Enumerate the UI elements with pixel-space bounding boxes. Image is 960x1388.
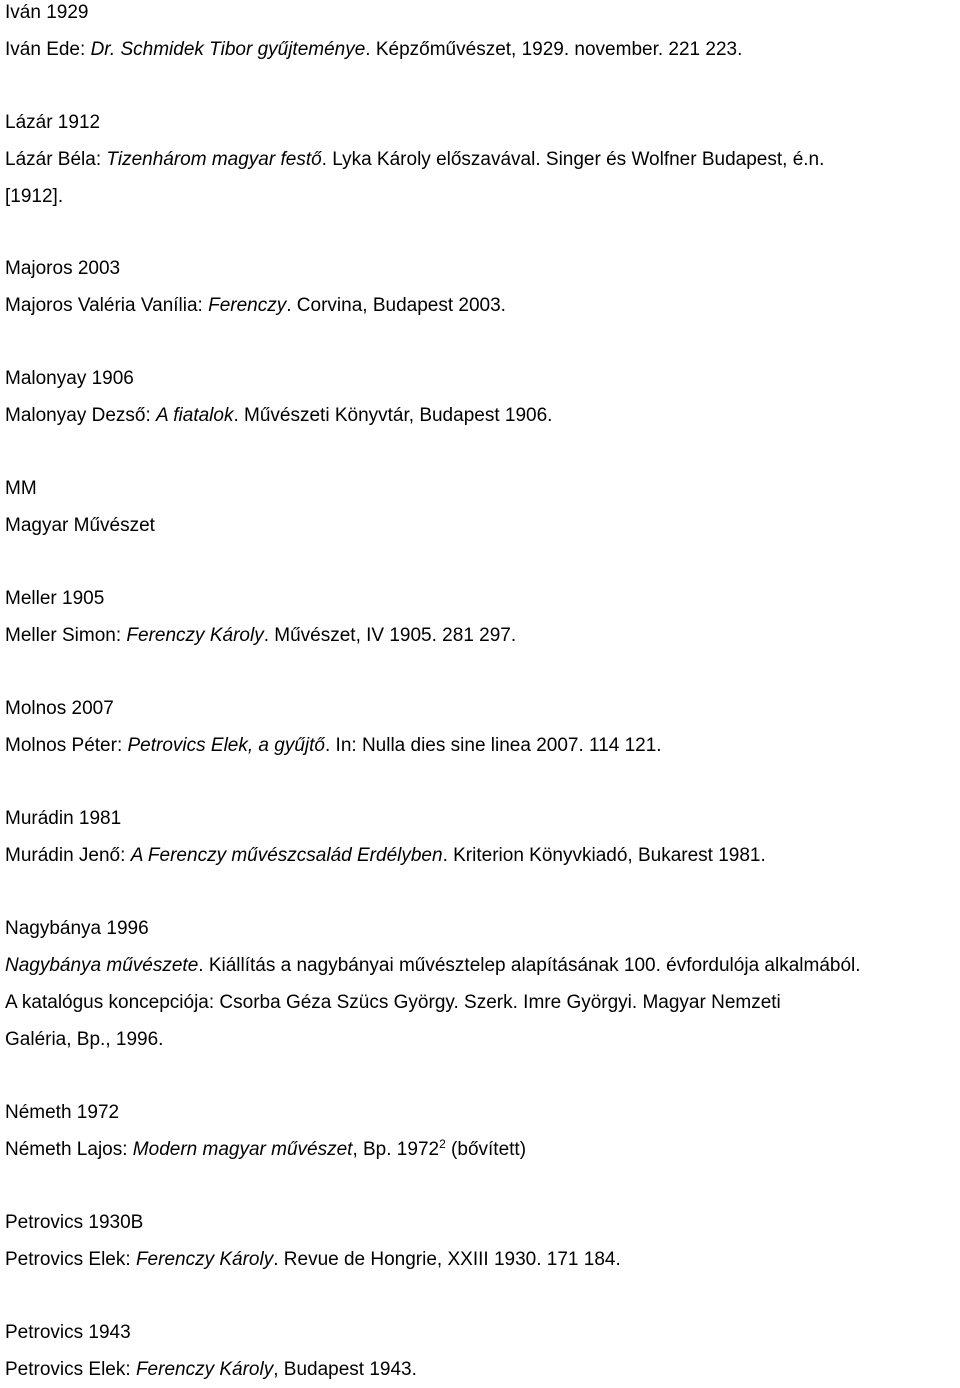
entry-reference: Malonyay Dezső: A fiatalok. Művészeti Könyvtár, Budapest 1906. [5,405,553,426]
entry-reference: Nagybánya művészete. Kiállítás a nagybányai művésztelep alapításának 100. évfordulója alkalmából. [5,955,861,976]
bibliography-entry [5,1204,621,1278]
entry-key: Malonyay 1906 [5,368,134,389]
entry-key: Molnos 2007 [5,698,114,719]
entry-title: A Ferenczy művészcsalád Erdélyben [130,845,443,866]
entry-key: Lázár 1912 [5,112,101,133]
entry-reference: Murádin Jenő: A Ferenczy művészcsalád Erdélyben. Kriterion Könyvkiadó, Bukarest 1981. [5,845,766,866]
entry-reference: Iván Ede: Dr. Schmidek Tibor gyűjteménye. Képzőművészet, 1929. november. 221 223. [5,39,743,60]
bibliography-entry [5,910,861,1058]
bibliography-entry [5,250,506,324]
entry-reference: Majoros Valéria Vanília: Ferenczy. Corvina, Budapest 2003. [5,295,506,316]
bibliography-entry [5,800,766,874]
bibliography-entry [5,1094,526,1168]
entry-title: Ferenczy [208,295,287,316]
entry-key: MM [5,478,37,499]
entry-reference: Meller Simon: Ferenczy Károly. Művészet, IV 1905. 281 297. [5,625,517,646]
entry-reference: Petrovics Elek: Ferenczy Károly, Budapest 1943. [5,1359,417,1380]
entry-key: Németh 1972 [5,1102,120,1123]
entry-key: Petrovics 1943 [5,1322,131,1343]
entry-key: Petrovics 1930B [5,1212,144,1233]
edition-superscript: 2 [439,1137,446,1151]
entry-key: Majoros 2003 [5,258,121,279]
entry-key: Meller 1905 [5,588,105,609]
entry-title: Nagybánya művészete [5,955,199,976]
entry-title: Ferenczy Károly [135,1249,274,1270]
bibliography-entry [5,690,662,764]
bibliography-entry [5,104,824,215]
entry-title: Ferenczy Károly [126,625,264,646]
entry-title: A fiatalok [156,405,234,426]
entry-key: Nagybánya 1996 [5,918,149,939]
entry-reference-cont: [1912]. [5,186,64,207]
bibliography-entry [5,1314,417,1388]
entry-reference: Molnos Péter: Petrovics Elek, a gyűjtő. In: Nulla dies sine linea 2007. 114 121. [5,735,662,756]
entry-reference-cont: Galéria, Bp., 1996. [5,1029,164,1050]
bibliography-entry [5,360,552,434]
bibliography-entry [5,0,742,68]
entry-title: Petrovics Elek, a gyűjtő [127,735,325,756]
entry-reference-cont: A katalógus koncepciója: Csorba Géza Szücs György. Szerk. Imre Györgyi. Magyar Nemzeti [5,992,781,1013]
entry-title: Tizenhárom magyar festő [106,149,322,170]
entry-title: Modern magyar művészet [132,1139,353,1160]
entry-reference: Petrovics Elek: Ferenczy Károly. Revue de Hongrie, XXIII 1930. 171 184. [5,1249,621,1270]
bibliography-entry [5,580,516,654]
entry-reference: Lázár Béla: Tizenhárom magyar festő. Lyka Károly előszavával. Singer és Wolfner Budapest, é.n. [5,149,825,170]
entry-title: Ferenczy Károly [135,1359,274,1380]
entry-key: Iván 1929 [5,2,89,23]
entry-key: Murádin 1981 [5,808,122,829]
entry-reference: Magyar Művészet [5,515,155,536]
entry-title: Dr. Schmidek Tibor gyűjteménye [90,39,366,60]
entry-reference: Németh Lajos: Modern magyar művészet, Bp. 1972$^2$ (bővített) [5,1137,527,1160]
bibliography-entry [5,470,155,544]
